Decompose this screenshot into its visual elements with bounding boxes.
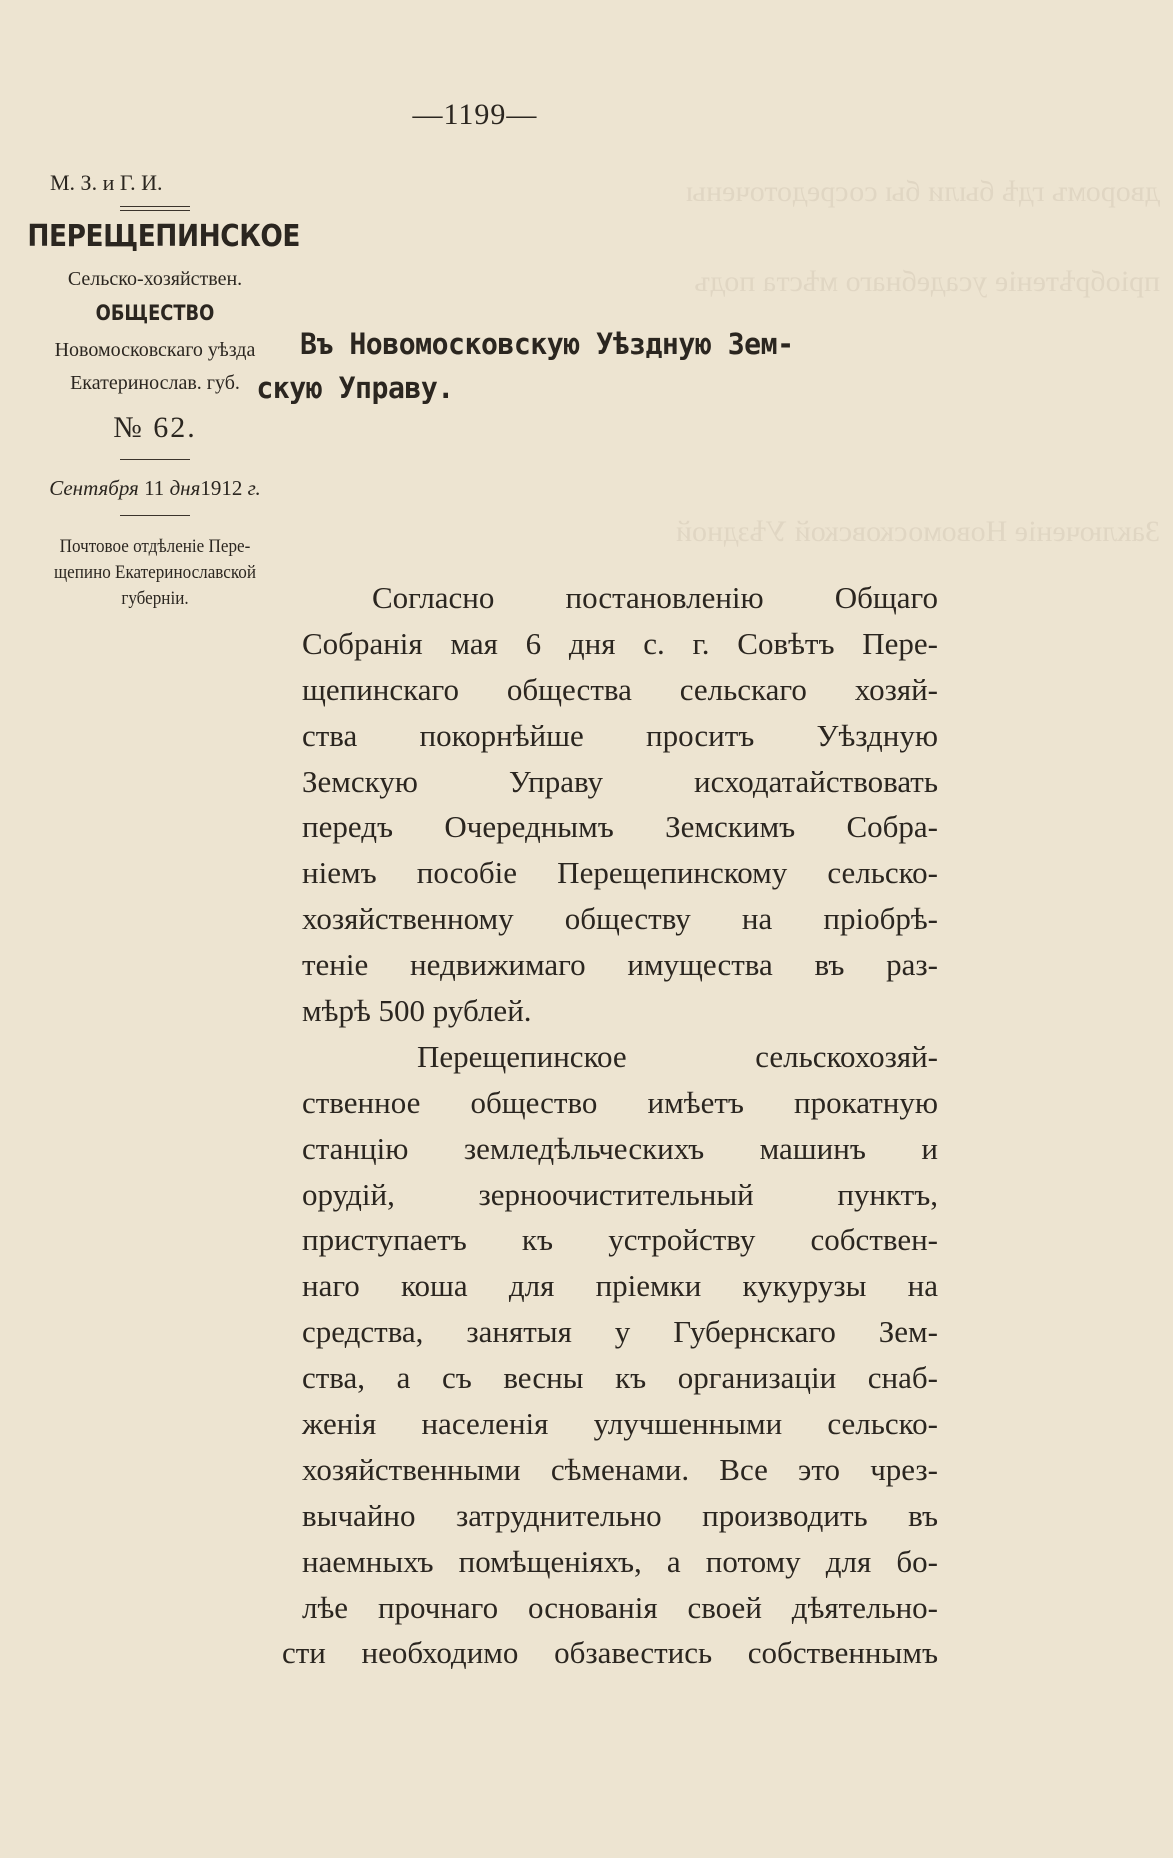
body-line: наемныхъ помѣщеніяхъ, а потому для бо-	[302, 1543, 938, 1579]
body-line: орудій, зерноочистительный пунктъ,	[302, 1176, 938, 1212]
org-society: ОБЩЕСТВО	[95, 301, 215, 325]
date-day: 11	[144, 476, 165, 500]
body-line: ства покорнѣйше проситъ Уѣздную	[302, 717, 938, 753]
date-year: 1912	[200, 476, 243, 500]
body-line: женія населенія улучшенными сельско-	[302, 1406, 938, 1442]
org-name: ПЕРЕЩЕПИНСКОЕ	[27, 219, 300, 254]
date-word: дня	[169, 476, 201, 500]
body-line: хозяйственному обществу на пріобрѣ-	[302, 901, 938, 937]
body-line: станцію земледѣльческихъ машинъ и	[302, 1130, 938, 1166]
document-date	[10, 476, 300, 501]
body-line: вычайно затруднительно производить въ	[302, 1497, 938, 1533]
ministry-abbrev: М. З. и Г. И.	[50, 170, 163, 195]
body-line: Согласно постановленію Общаго	[372, 580, 938, 615]
postal-line: Почтовое отдѣленіе Пере-	[59, 536, 251, 557]
body-line: ства, а съ весны къ организаціи снаб-	[302, 1360, 938, 1396]
date-month: Сентября	[49, 476, 139, 500]
addressee	[256, 322, 921, 410]
letter-body	[282, 575, 938, 1676]
divider	[120, 515, 190, 516]
divider	[120, 459, 190, 460]
body-line: Перещепинское сельскохозяй-	[417, 1038, 938, 1074]
body-line: наго коша для пріемки кукурузы на	[302, 1268, 938, 1304]
body-line: Земскую Управу исходатайствовать	[302, 763, 938, 799]
body-line: хозяйственными сѣменами. Все это чрез-	[302, 1451, 938, 1487]
bleed-through-line: дворомъ гдѣ были бы сосредоточены	[685, 175, 1160, 208]
divider	[120, 206, 190, 211]
body-line: приступаетъ къ устройству собствен-	[302, 1222, 938, 1258]
bleed-through-line: Заключеніе Новомосковской Уѣздной	[675, 515, 1160, 548]
postal-line: губерніи.	[121, 588, 189, 609]
body-line: ніемъ пособіе Перещепинскому сельско-	[302, 855, 938, 891]
body-line: ственное общество имѣетъ прокатную	[302, 1084, 938, 1120]
org-county: Новомосковскаго уѣзда	[54, 339, 256, 361]
body-line: Собранія мая 6 дня с. г. Совѣтъ Пере-	[302, 625, 938, 661]
body-line: передъ Очереднымъ Земскимъ Собра-	[302, 809, 938, 845]
document-number: № 62.	[113, 411, 197, 444]
body-line: щепинскаго общества сельскаго хозяй-	[302, 671, 938, 707]
postal-office	[25, 534, 286, 612]
postal-line: щепино Екатеринославской	[54, 562, 256, 583]
addressee-line: скую Управу.	[256, 371, 454, 405]
body-line: лѣе прочнаго основанія своей дѣятельно-	[302, 1589, 938, 1625]
body-line: средства, занятыя у Губернскаго Зем-	[302, 1314, 938, 1350]
body-line: теніе недвижимаго имущества въ раз-	[302, 947, 938, 983]
org-type: Сельско-хозяйствен.	[67, 268, 243, 290]
org-province: Екатеринослав. губ.	[70, 372, 240, 394]
page-number: —1199—	[412, 98, 538, 131]
body-line: сти необходимо обзавестись собственнымъ	[282, 1635, 938, 1671]
date-suffix: г.	[247, 476, 261, 500]
addressee-line: Въ Новомосковскую Уѣздную Зем-	[300, 327, 794, 361]
body-line: мѣрѣ 500 рублей.	[302, 993, 532, 1029]
bleed-through-line: пріобрѣтеніе усадебнаго мѣста подъ	[694, 265, 1160, 298]
